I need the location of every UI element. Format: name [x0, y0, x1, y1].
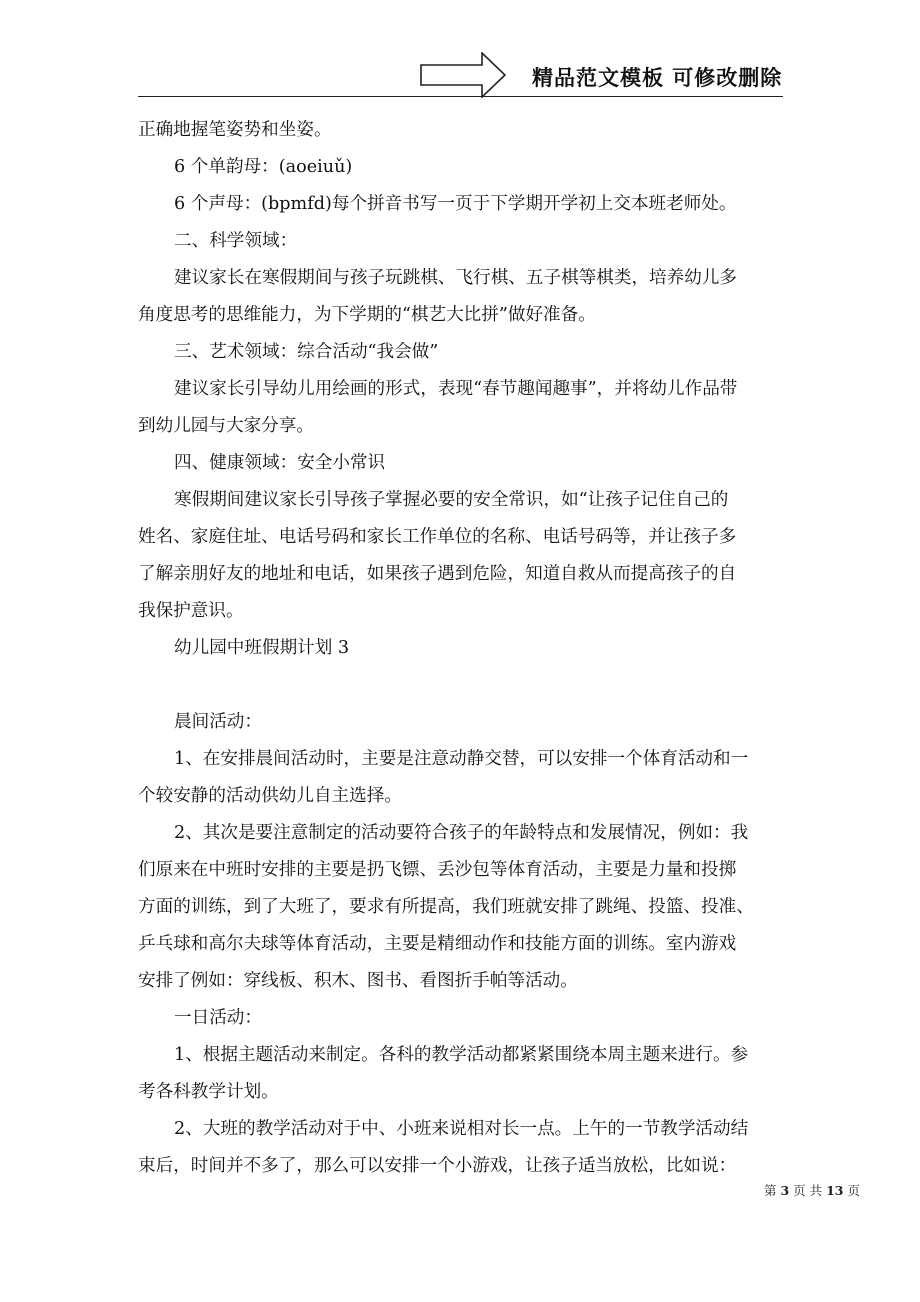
header-rule	[138, 96, 783, 97]
paragraph-line: 6 个单韵母：(aoeiuǔ)	[174, 157, 353, 177]
paragraph-line: 们原来在中班时安排的主要是扔飞镖、丢沙包等体育活动，主要是力量和投掷	[138, 860, 737, 880]
paragraph-line: 我保护意识。	[138, 601, 244, 621]
footer-total-pages: 13	[826, 1183, 844, 1198]
footer-current-page: 3	[780, 1183, 790, 1198]
paragraph-line: 1、根据主题活动来制定。各科的教学活动都紧紧围绕本周主题来进行。参	[174, 1045, 749, 1065]
paragraph-line: 晨间活动：	[174, 712, 262, 732]
paragraph-line: 方面的训练，到了大班了，要求有所提高，我们班就安排了跳绳、投篮、投准、	[138, 897, 754, 917]
page-footer	[764, 1182, 860, 1200]
paragraph-line: 角度思考的思维能力，为下学期的“棋艺大比拼”做好准备。	[138, 305, 596, 325]
paragraph-line: 到幼儿园与大家分享。	[138, 416, 314, 436]
paragraph-line: 束后，时间并不多了，那么可以安排一个小游戏，让孩子适当放松，比如说：	[138, 1156, 737, 1176]
paragraph-line: 三、艺术领域：综合活动“我会做”	[174, 342, 439, 362]
paragraph-line: 二、科学领域：	[174, 231, 298, 251]
paragraph-line: 安排了例如：穿线板、积木、图书、看图折手帕等活动。	[138, 971, 578, 991]
paragraph-line: 2、其次是要注意制定的活动要符合孩子的年龄特点和发展情况，例如：我	[174, 823, 749, 843]
paragraph-line: 考各科教学计划。	[138, 1082, 279, 1102]
footer-suffix: 页	[847, 1183, 860, 1198]
paragraph-line: 幼儿园中班假期计划 3	[174, 638, 350, 658]
paragraph-line: 正确地握笔姿势和坐姿。	[138, 120, 332, 140]
paragraph-line: 个较安静的活动供幼儿自主选择。	[138, 786, 402, 806]
paragraph-line: 建议家长在寒假期间与孩子玩跳棋、飞行棋、五子棋等棋类，培养幼儿多	[174, 268, 738, 288]
paragraph-line: 建议家长引导幼儿用绘画的形式，表现“春节趣闻趣事”，并将幼儿作品带	[174, 379, 738, 399]
paragraph-line: 四、健康领域：安全小常识	[174, 453, 386, 473]
paragraph-line: 一日活动：	[174, 1008, 262, 1028]
footer-middle: 页 共	[793, 1183, 823, 1198]
paragraph-line: 寒假期间建议家长引导孩子掌握必要的安全常识，如“让孩子记住自己的	[174, 490, 729, 510]
header-arrow-icon	[420, 52, 506, 98]
paragraph-line: 姓名、家庭住址、电话号码和家长工作单位的名称、电话号码等，并让孩子多	[138, 527, 737, 547]
document-body	[138, 112, 783, 1185]
paragraph-line: 6 个声母：(bpmfd)每个拼音书写一页于下学期开学初上交本班老师处。	[174, 194, 737, 214]
paragraph-line: 了解亲朋好友的地址和电话，如果孩子遇到危险，知道自救从而提高孩子的自	[138, 564, 737, 584]
blank-line	[138, 667, 783, 704]
footer-prefix: 第	[763, 1183, 777, 1198]
header-title: 精品范文模板 可修改删除	[532, 66, 783, 90]
paragraph-line: 2、大班的教学活动对于中、小班来说相对长一点。上午的一节教学活动结	[174, 1119, 749, 1139]
paragraph-line: 乒乓球和高尔夫球等体育活动，主要是精细动作和技能方面的训练。室内游戏	[138, 934, 737, 954]
paragraph-line: 1、在安排晨间活动时，主要是注意动静交替，可以安排一个体育活动和一	[174, 749, 749, 769]
